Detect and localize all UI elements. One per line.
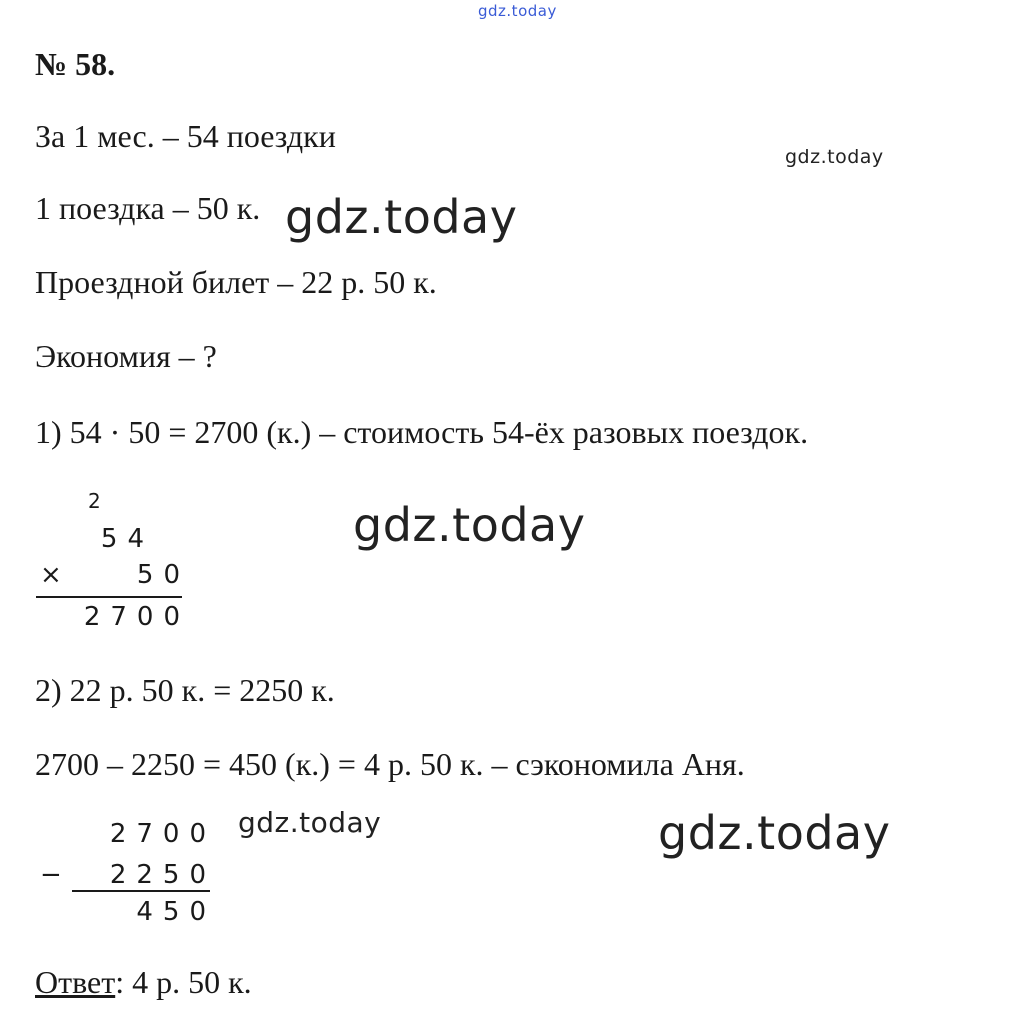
operator-multiply: × (40, 560, 62, 590)
given-line-price: 1 поездка – 50 к. (35, 190, 261, 226)
operand-1: 54 (100, 524, 154, 554)
answer (35, 962, 252, 1002)
problem-number: № 58. (35, 46, 116, 82)
watermark-top: gdz.today (478, 2, 557, 20)
result-rule (72, 890, 210, 892)
operator-minus: − (40, 860, 62, 890)
operand-2: 50 (136, 560, 190, 590)
watermark-small: gdz.today (785, 146, 884, 168)
given-line-trips: За 1 мес. – 54 поездки (35, 118, 336, 154)
watermark-large: gdz.today (285, 190, 518, 244)
step-2-text: 2) 22 р. 50 к. = 2250 к. (35, 672, 335, 708)
result: 2700 (83, 602, 190, 632)
carry-digit: 2 (88, 489, 111, 513)
operand-2: 2250 (109, 860, 216, 890)
watermark-large: gdz.today (658, 806, 891, 860)
given-line-pass: Проездной билет – 22 р. 50 к. (35, 264, 437, 300)
watermark-medium: gdz.today (238, 806, 382, 839)
step-2-subtraction: 2700 – 2250 = 450 (к.) = 4 р. 50 к. – сэкономила Аня. (35, 746, 745, 782)
operand-1: 2700 (109, 819, 216, 849)
result: 450 (136, 897, 216, 927)
answer-label: Ответ (35, 964, 116, 1000)
step-1-text: 1) 54 · 50 = 2700 (к.) – стоимость 54-ёх разовых поездок. (35, 414, 809, 450)
given-line-question: Экономия – ? (35, 338, 217, 374)
watermark-large: gdz.today (353, 498, 586, 552)
answer-value: : 4 р. 50 к. (115, 964, 252, 1000)
